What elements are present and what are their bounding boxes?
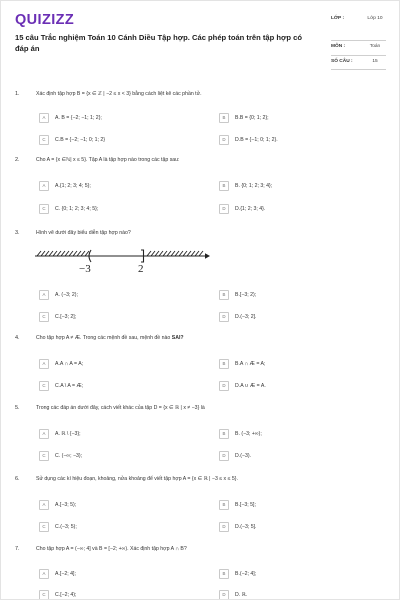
question-text: Trong các đáp án dưới đây, cách viết khác của tập D = {x ∈ ℝ | x ≠ −3} là [36,405,205,411]
option-c[interactable] [39,377,189,388]
option-d[interactable] [219,377,379,388]
meta-label: MÔN : [331,44,346,49]
option-text: B.[−3; 2); [235,291,257,298]
meta-row-count [331,56,386,71]
option-letter: A [39,429,49,439]
question-text: Cho A = {x ∈ℕ| x ≤ 5}. Tập A là tập hợp nào trong các tập sau: [36,157,180,163]
question-text: Cho tập hợp A = (−∞; 4] và B = [−2; +∞). Xác định tập hợp A ∩ B? [36,546,187,552]
number-line [1,230,400,278]
option-d[interactable] [219,518,379,529]
question-emphasis: SAI? [171,335,184,341]
option-b[interactable] [219,565,379,576]
option-letter: D [219,381,229,391]
question-number: 6. [15,476,20,482]
option-text: A.[−2; 4]; [55,570,76,577]
question-number: 1. [15,91,20,97]
option-letter: A [39,500,49,510]
option-b[interactable] [219,425,379,436]
option-text: A. B = {−2; −1; 1; 2}; [55,114,102,121]
option-d[interactable] [219,131,379,142]
option-text: C.B = {−2; −1; 0; 1; 2} [55,136,106,143]
option-letter: B [219,290,229,300]
question-number: 7. [15,546,20,552]
option-text: D.A ∪ Æ = A. [235,382,266,389]
worksheet-title: 15 câu Trắc nghiệm Toán 10 Cánh Diều Tập hợp. Các phép toán trên tập hợp có đáp án [15,33,303,53]
option-text: D.B = {−1; 0; 1; 2}. [235,136,278,143]
question-text: Hình vẽ dưới đây biểu diễn tập hợp nào? [36,230,131,236]
meta-row-subject [331,41,386,56]
option-text: D.(−3; 5]. [235,523,257,530]
option-b[interactable] [219,177,379,188]
option-letter: A [39,290,49,300]
option-letter: C [39,522,49,532]
option-letter: C [39,312,49,322]
option-letter: C [39,451,49,461]
option-a[interactable] [39,109,189,120]
option-letter: A [39,113,49,123]
option-text: A.A ∩ A = A; [55,360,84,367]
option-b[interactable] [219,109,379,120]
meta-value: Lớp 10 [367,16,383,21]
hatch-left [37,251,89,256]
option-text: C. (−∞; −3); [55,452,83,459]
option-a[interactable] [39,286,189,297]
question-text [36,335,376,342]
option-b[interactable] [219,496,379,507]
option-d[interactable] [219,200,379,211]
meta-label: LỚP : [331,16,345,21]
option-letter: A [39,181,49,191]
option-letter: C [39,135,49,145]
option-text: C.A \ A = Æ; [55,382,84,389]
option-letter: C [39,204,49,214]
option-c[interactable] [39,586,189,597]
option-letter: D [219,451,229,461]
axis-arrow [205,253,210,259]
question-number: 2. [15,157,20,163]
option-letter: A [39,569,49,579]
option-text: A.[−3; 5); [55,501,77,508]
option-text: D.{1; 2; 3; 4}. [235,205,266,212]
meta-label: SỐ CÂU : [331,58,353,64]
option-letter: A [39,359,49,369]
option-text: B.B = {0; 1; 2}; [235,114,269,121]
meta-value: Toán [369,44,381,49]
option-c[interactable] [39,131,189,142]
option-letter: D [219,522,229,532]
option-letter: B [219,500,229,510]
right-endpoint-label: 2 [138,263,144,275]
option-a[interactable] [39,355,189,366]
option-letter: B [219,569,229,579]
option-letter: B [219,181,229,191]
option-letter: D [219,135,229,145]
quizizz-logo: QUIZIZZ [15,12,75,28]
question-text: Sử dụng các kí hiệu đoạn, khoảng, nửa khoảng để viết tập hợp A = {x ∈ ℝ | −3 ≤ x ≤ 5}. [36,476,238,482]
question-number: 3. [15,230,20,236]
option-text: C.[−3; 2]; [55,313,77,320]
option-text: B.(−2; 4]; [235,570,257,577]
option-text: B. (−3; +∞); [235,430,262,437]
option-letter: D [219,590,229,600]
question-text: Xác định tập hợp B = {x ∈ ℤ | −2 ≤ x < 3} bằng cách liệt kê các phần tử. [36,91,202,97]
option-text: C. {0; 1; 2; 3; 4; 5}; [55,205,99,212]
hatch-right [147,251,203,256]
option-c[interactable] [39,447,189,458]
option-letter: C [39,381,49,391]
option-a[interactable] [39,177,189,188]
option-letter: B [219,429,229,439]
meta-value: 15 [372,58,378,64]
option-a[interactable] [39,425,189,436]
option-text: B.A ∩ Æ = A; [235,360,266,367]
option-c[interactable] [39,200,189,211]
option-text: D.(−3). [235,452,251,459]
option-letter: B [219,113,229,123]
question-number: 5. [15,405,20,411]
option-c[interactable] [39,308,189,319]
option-text: D.(−3; 2]. [235,313,257,320]
option-letter: D [219,312,229,322]
option-text: B. {0; 1; 2; 3; 4}; [235,182,273,189]
option-b[interactable] [219,286,379,297]
option-letter: B [219,359,229,369]
left-endpoint-label: −3 [79,263,91,275]
meta-row-class [331,13,386,41]
option-text: C.[−2; 4); [55,591,77,598]
question-number: 4. [15,335,20,341]
option-b[interactable] [219,355,379,366]
option-text: C.(−3; 5); [55,523,77,530]
option-d[interactable] [219,586,379,597]
option-a[interactable] [39,565,189,576]
option-d[interactable] [219,308,379,319]
option-letter: C [39,590,49,600]
option-d[interactable] [219,447,379,458]
option-text: A. (−3; 2); [55,291,78,298]
option-text: B.[−3; 5]; [235,501,256,508]
option-letter: D [219,204,229,214]
option-c[interactable] [39,518,189,529]
option-text: A.{1; 2; 3; 4; 5}; [55,182,91,189]
option-a[interactable] [39,496,189,507]
question-text-part: Cho tập hợp A ≠ Æ. Trong các mệnh đề sau, mệnh đề nào [36,335,172,341]
option-text: A. ℝ \ {−3}; [55,430,81,437]
meta-panel [331,13,386,70]
option-text: D. ℝ. [235,591,248,598]
